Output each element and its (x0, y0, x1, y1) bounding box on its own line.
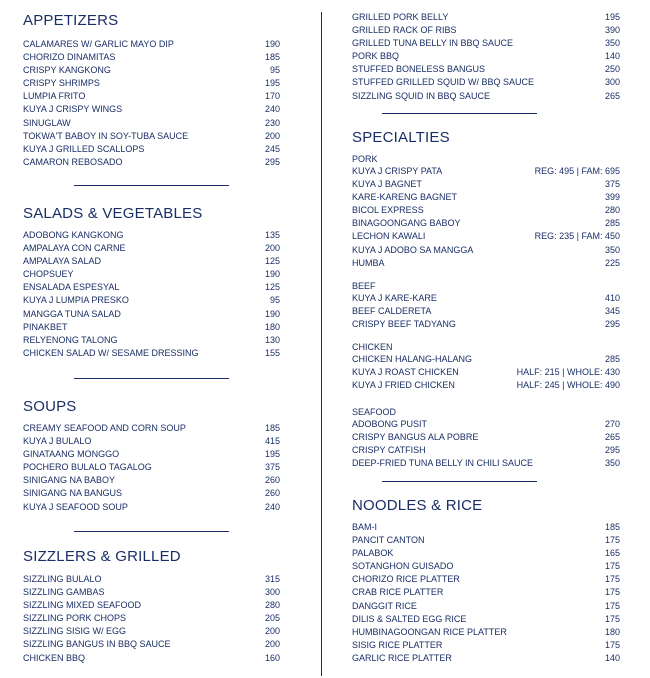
menu-item-name: TOKWA'T BABOY IN SOY-TUBA SAUCE (23, 130, 189, 141)
menu-item (352, 613, 620, 626)
menu-item-price: 345 (604, 306, 620, 317)
menu-item (352, 11, 620, 24)
menu-item-price: 265 (604, 90, 620, 101)
menu-item-name: MANGGA TUNA SALAD (23, 308, 121, 319)
menu-item-name: DANGGIT RICE (352, 600, 417, 611)
menu-item-price: 315 (264, 574, 280, 584)
menu-item (352, 90, 620, 103)
menu-item-price: 170 (264, 91, 280, 102)
menu-item (23, 652, 280, 665)
menu-item-name: CRISPY CATFISH (352, 445, 426, 456)
menu-item-name: CHICKEN HALANG-HALANG (352, 354, 473, 364)
menu-item-name: KUYA J LUMPIA PRESKO (23, 295, 129, 306)
menu-item-price: 240 (264, 104, 280, 115)
menu-item (23, 143, 280, 156)
menu-item-price: 200 (264, 243, 280, 254)
menu-item-name: AMPALAYA SALAD (23, 256, 102, 267)
appetizers-heading: APPETIZERS (23, 12, 119, 29)
menu-item-price: 390 (604, 25, 620, 36)
menu-item-price: 175 (604, 587, 620, 598)
menu-item (352, 639, 620, 652)
menu-item-name: CAMARON REBOSADO (23, 156, 123, 167)
menu-item-name: GRILLED PORK BELLY (352, 12, 449, 22)
soups-heading: SOUPS (23, 398, 77, 415)
menu-item-price: 280 (264, 600, 280, 611)
menu-item-name: SIZZLING MIXED SEAFOOD (23, 600, 142, 611)
menu-item-price: 225 (604, 257, 620, 268)
menu-item-price: 95 (269, 65, 280, 76)
menu-item-name: ENSALADA ESPESYAL (23, 282, 120, 293)
beef-list (352, 292, 620, 331)
menu-item (352, 24, 620, 37)
menu-item-name: CRISPY BANGUS ALA POBRE (352, 432, 479, 443)
menu-item (23, 77, 280, 90)
salads-list (23, 229, 280, 360)
menu-item (352, 204, 620, 217)
section-divider (382, 113, 537, 114)
menu-item-price: 410 (604, 293, 620, 303)
menu-item-name: GRILLED RACK OF RIBS (352, 25, 457, 36)
menu-item (352, 652, 620, 665)
menu-item-name: CHORIZO DINAMITAS (23, 52, 116, 63)
menu-item (352, 626, 620, 639)
menu-item-name: KUYA J SEAFOOD SOUP (23, 501, 128, 512)
seafood-subheading: SEAFOOD (352, 407, 397, 417)
menu-item-name: CRISPY KANGKONG (23, 65, 111, 76)
menu-item (352, 560, 620, 573)
menu-item (352, 76, 620, 89)
menu-item (352, 521, 620, 534)
menu-item (23, 474, 280, 487)
menu-item (352, 257, 620, 270)
menu-item-price: 190 (264, 308, 280, 319)
menu-item (23, 347, 280, 360)
menu-item-price: 295 (604, 445, 620, 456)
menu-item-price: 245 (264, 143, 280, 154)
menu-item-name: PINAKBET (23, 321, 68, 332)
noodles-list (352, 521, 620, 665)
menu-item (352, 37, 620, 50)
menu-item (23, 501, 280, 514)
menu-item-price: HALF: 245 | WHOLE: 490 (516, 380, 620, 391)
menu-item-name: AMPALAYA CON CARNE (23, 243, 126, 254)
menu-item-price: 285 (604, 218, 620, 229)
menu-item-price: 300 (604, 77, 620, 88)
menu-item-name: SIZZLING SISIG W/ EGG (23, 626, 127, 637)
menu-item-price: 180 (264, 321, 280, 332)
menu-item-name: GARLIC RICE PLATTER (352, 652, 452, 663)
menu-item-name: CALAMARES W/ GARLIC MAYO DIP (23, 39, 174, 49)
menu-item-name: LUMPIA FRITO (23, 91, 86, 102)
menu-item-name: SIZZLING GAMBAS (23, 587, 105, 598)
menu-item (23, 321, 280, 334)
menu-item-price: 140 (604, 51, 620, 62)
menu-item-name: CHICKEN BBQ (23, 652, 86, 663)
menu-item (352, 217, 620, 230)
pork-list (352, 165, 620, 270)
menu-item-price: 180 (604, 626, 620, 637)
menu-item-name: KUYA J BULALO (23, 436, 92, 447)
menu-item (352, 418, 620, 431)
menu-item-name: KUYA J KARE-KARE (352, 293, 437, 303)
menu-item (352, 586, 620, 599)
menu-item-name: BINAGOONGANG BABOY (352, 218, 461, 229)
menu-item-name: SINIGANG NA BABOY (23, 475, 116, 486)
menu-item-name: PORK BBQ (352, 51, 400, 62)
salads-heading: SALADS & VEGETABLES (23, 205, 203, 222)
menu-item (23, 242, 280, 255)
menu-item-price: 175 (604, 535, 620, 546)
menu-item (23, 435, 280, 448)
menu-item-price: 190 (264, 269, 280, 280)
menu-item (352, 305, 620, 318)
menu-item-name: KUYA J CRISPY WINGS (23, 104, 123, 115)
menu-item-price: 155 (264, 347, 280, 358)
menu-item-price: 260 (264, 488, 280, 499)
menu-item (23, 130, 280, 143)
menu-item-name: PALABOK (352, 548, 394, 559)
menu-item-price: 165 (604, 548, 620, 559)
menu-item-price: 295 (264, 156, 280, 167)
menu-item-name: SIZZLING BANGUS IN BBQ SAUCE (23, 639, 171, 650)
menu-item-price: 200 (264, 130, 280, 141)
section-divider (74, 185, 229, 186)
menu-item (23, 599, 280, 612)
chicken-list (352, 353, 620, 392)
menu-item (23, 573, 280, 586)
menu-item (23, 64, 280, 77)
menu-item-name: SINUGLAW (23, 117, 71, 128)
menu-item (23, 422, 280, 435)
menu-item-name: POCHERO BULALO TAGALOG (23, 462, 152, 473)
menu-item-price: 175 (604, 600, 620, 611)
menu-item-name: CHOPSUEY (23, 269, 74, 280)
menu-item-price: 280 (604, 205, 620, 216)
column-separator (321, 12, 322, 676)
sizzlers-continued-list (352, 11, 620, 103)
menu-item-price: 350 (604, 458, 620, 469)
menu-item (352, 534, 620, 547)
menu-item (352, 600, 620, 613)
menu-item-name: KUYA J BAGNET (352, 179, 422, 190)
menu-item-price: 175 (604, 561, 620, 572)
menu-item-price: 270 (604, 419, 620, 429)
menu-item-price: 205 (264, 613, 280, 624)
menu-item-price: 285 (604, 354, 620, 364)
menu-item (23, 38, 280, 51)
menu-item-price: 200 (264, 639, 280, 650)
menu-item-price: 185 (264, 423, 280, 433)
menu-item (23, 229, 280, 242)
menu-item (352, 230, 620, 243)
menu-item-name: KUYA J FRIED CHICKEN (352, 380, 455, 391)
menu-item-name: KARE-KARENG BAGNET (352, 192, 458, 203)
menu-item (23, 612, 280, 625)
menu-item-price: 265 (604, 432, 620, 443)
menu-item-price: 160 (264, 652, 280, 663)
menu-item-name: STUFFED GRILLED SQUID W/ BBQ SAUCE (352, 77, 535, 88)
menu-item-name: HUMBA (352, 257, 385, 268)
left-column (23, 0, 280, 678)
beef-subheading: BEEF (352, 281, 376, 291)
menu-item-price: 350 (604, 244, 620, 255)
menu-item-price: 195 (264, 78, 280, 89)
menu-item-name: LECHON KAWALI (352, 231, 426, 242)
menu-item-name: GRILLED TUNA BELLY IN BBQ SAUCE (352, 38, 514, 49)
chicken-subheading: CHICKEN (352, 342, 393, 352)
menu-item (23, 334, 280, 347)
menu-item-price: 95 (269, 295, 280, 306)
menu-item-name: KUYA J CRISPY PATA (352, 166, 443, 176)
noodles-heading: NOODLES & RICE (352, 497, 483, 514)
menu-item (352, 244, 620, 257)
menu-item (352, 191, 620, 204)
specialties-heading: SPECIALTIES (352, 129, 450, 146)
menu-item-price: 260 (264, 475, 280, 486)
menu-item (23, 487, 280, 500)
menu-item-price: 230 (264, 117, 280, 128)
appetizers-list (23, 38, 280, 169)
menu-item-name: CRISPY SHRIMPS (23, 78, 100, 89)
menu-item-price: 415 (264, 436, 280, 447)
section-divider (382, 481, 537, 482)
menu-item-price: 175 (604, 639, 620, 650)
menu-item-name: DEEP-FRIED TUNA BELLY IN CHILI SAUCE (352, 458, 534, 469)
menu-item (23, 308, 280, 321)
menu-item-name: ADOBONG KANGKONG (23, 230, 124, 240)
menu-item-price: 195 (264, 449, 280, 460)
menu-item-name: BICOL EXPRESS (352, 205, 424, 216)
menu-item (23, 117, 280, 130)
menu-item-price: 185 (264, 52, 280, 63)
menu-item (23, 281, 280, 294)
menu-item (23, 90, 280, 103)
menu-item (23, 294, 280, 307)
menu-item (352, 366, 620, 379)
menu-item-name: PANCIT CANTON (352, 535, 425, 546)
menu-item (352, 379, 620, 392)
menu-item (352, 50, 620, 63)
menu-item (23, 51, 280, 64)
menu-item-name: SIZZLING SQUID IN BBQ SAUCE (352, 90, 491, 101)
menu-item-name: SOTANGHON GUISADO (352, 561, 454, 572)
menu-item-price: 350 (604, 38, 620, 49)
menu-item-name: CRAB RICE PLATTER (352, 587, 444, 598)
menu-item-price: 125 (264, 256, 280, 267)
menu-item (23, 461, 280, 474)
menu-item-price: 190 (264, 39, 280, 49)
menu-item-name: DILIS & SALTED EGG RICE (352, 613, 467, 624)
menu-item-name: CREAMY SEAFOOD AND CORN SOUP (23, 423, 186, 433)
menu-item-price: 175 (604, 574, 620, 585)
menu-item (23, 156, 280, 169)
menu-item-name: BAM-I (352, 522, 378, 532)
menu-item-price: 375 (604, 179, 620, 190)
menu-item (352, 318, 620, 331)
menu-item-price: 295 (604, 319, 620, 330)
menu-item-price: 130 (264, 334, 280, 345)
menu-item-price: 375 (264, 462, 280, 473)
menu-item-price: 125 (264, 282, 280, 293)
menu-item (352, 353, 620, 366)
menu-item-name: CHORIZO RICE PLATTER (352, 574, 460, 585)
menu-item-price: 240 (264, 501, 280, 512)
section-divider (74, 531, 229, 532)
menu-item-price: 195 (604, 12, 620, 22)
menu-item (23, 103, 280, 116)
menu-item (352, 457, 620, 470)
menu-item-name: HUMBINAGOONGAN RICE PLATTER (352, 626, 507, 637)
menu-item-name: CHICKEN SALAD W/ SESAME DRESSING (23, 347, 199, 358)
menu-item-name: RELYENONG TALONG (23, 334, 118, 345)
menu-item (352, 547, 620, 560)
menu-item-price: 399 (604, 192, 620, 203)
menu-item-price: 175 (604, 613, 620, 624)
menu-item (352, 431, 620, 444)
menu-item-price: 135 (264, 230, 280, 240)
soups-list (23, 422, 280, 514)
menu-item-price: REG: 495 | FAM: 695 (534, 166, 620, 176)
menu-item-name: KUYA J ADOBO SA MANGGA (352, 244, 474, 255)
menu-item (352, 573, 620, 586)
menu-item-name: SIZZLING BULALO (23, 574, 102, 584)
menu-item (352, 178, 620, 191)
section-divider (74, 378, 229, 379)
menu-item-name: SIZZLING PORK CHOPS (23, 613, 127, 624)
menu-item-name: CRISPY BEEF TADYANG (352, 319, 456, 330)
menu-item-name: SINIGANG NA BANGUS (23, 488, 123, 499)
menu-item-name: KUYA J GRILLED SCALLOPS (23, 143, 145, 154)
sizzlers-heading: SIZZLERS & GRILLED (23, 548, 181, 565)
pork-subheading: PORK (352, 154, 378, 164)
menu-item-price: 300 (264, 587, 280, 598)
menu-item-price: 200 (264, 626, 280, 637)
menu-item (23, 448, 280, 461)
menu-item-name: BEEF CALDERETA (352, 306, 432, 317)
menu-item-name: SISIG RICE PLATTER (352, 639, 443, 650)
menu-item (352, 165, 620, 178)
menu-item (23, 625, 280, 638)
menu-item-price: 140 (604, 652, 620, 663)
menu-item (352, 444, 620, 457)
menu-item-name: KUYA J ROAST CHICKEN (352, 367, 459, 378)
menu-item-price: HALF: 215 | WHOLE: 430 (516, 367, 620, 378)
menu-item (352, 292, 620, 305)
menu-item-price: 250 (604, 64, 620, 75)
menu-item (23, 255, 280, 268)
seafood-list (352, 418, 620, 470)
menu-item-price: REG: 235 | FAM: 450 (534, 231, 620, 242)
menu-item (23, 268, 280, 281)
menu-item-price: 185 (604, 522, 620, 532)
menu-item-name: GINATAANG MONGGO (23, 449, 120, 460)
menu-item (352, 63, 620, 76)
right-column (352, 0, 620, 678)
menu-item (23, 586, 280, 599)
menu-item-name: ADOBONG PUSIT (352, 419, 428, 429)
sizzlers-list (23, 573, 280, 665)
menu-item (23, 638, 280, 651)
menu-item-name: STUFFED BONELESS BANGUS (352, 64, 486, 75)
